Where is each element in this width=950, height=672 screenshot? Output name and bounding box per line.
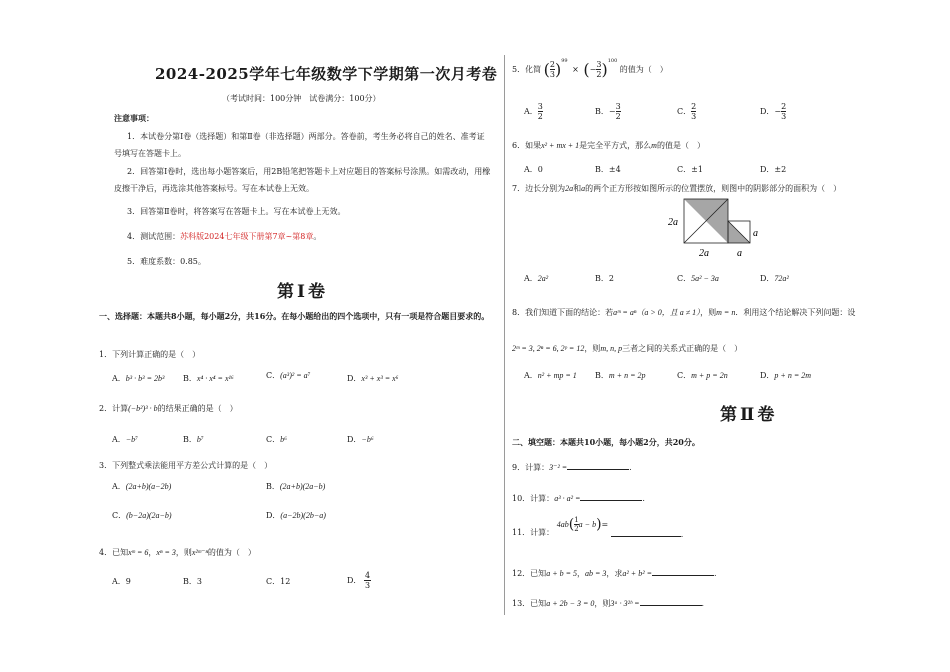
q7-var-2: a [581, 184, 586, 193]
section-2-heading: 二、填空题：本题共10小题，每小题2分，共20分。 [512, 437, 700, 447]
q3-option-c[interactable] [112, 510, 172, 521]
q8-stem-mid: ，则 [700, 308, 717, 317]
q12-expr-1: a + b = 5 [546, 569, 577, 578]
q10 [512, 492, 645, 504]
q12 [512, 567, 717, 579]
q6-d-label: D． [760, 165, 775, 174]
q11-expression [557, 516, 609, 533]
q13-mid: ，则 [594, 599, 611, 608]
q5-option-c[interactable] [677, 102, 696, 121]
q12-expr-2: ab = 3 [584, 569, 607, 578]
q12-expr-3: a² + b² = [622, 569, 652, 578]
q3-option-d[interactable] [266, 510, 326, 521]
q2-stem-pre: 2．计算 [99, 404, 129, 413]
q5-paren-open-2: ( [583, 60, 590, 79]
q10-expr: a³ · a² = [554, 494, 581, 503]
q7-stem [512, 183, 841, 194]
q3-c-label: C． [112, 511, 127, 520]
q4-option-b[interactable] [183, 576, 202, 587]
q7-option-d[interactable] [760, 273, 789, 284]
q8-c-label: C． [677, 371, 692, 380]
q6-option-c[interactable] [677, 164, 703, 175]
q6-stem-var: m [651, 141, 657, 150]
q8-option-a[interactable] [524, 370, 577, 381]
q1-b-label: B． [183, 374, 197, 383]
exam-info: （考试时间：100分钟 试卷满分：100分） [222, 94, 381, 103]
q3-option-b[interactable] [266, 481, 325, 492]
q2-b-label: B． [183, 435, 197, 444]
q5-b-label: B． [595, 107, 609, 116]
q5-exponent-1: 99 [561, 58, 568, 64]
q7-stem-mid: 和 [573, 184, 582, 193]
q7-c-label: C． [677, 274, 692, 283]
notes-heading: 注意事项： [114, 113, 154, 123]
q4-expr-1: xᵐ = 6 [128, 548, 149, 557]
q8-line2-post: 三者之间的关系式正确的是（ ） [622, 344, 743, 353]
q11-equals: = [601, 520, 609, 529]
q13-answer-blank[interactable] [640, 597, 702, 606]
q8-expr-1: aᵐ = aⁿ [613, 308, 637, 317]
q7-stem-post: 的两个正方形按如图所示的位置摆放，则图中的阴影部分的面积为（ ） [585, 184, 842, 193]
note-2: 2．回答第Ⅰ卷时，选出每小题答案后，用2B铅笔把答题卡上对应题目的答案标号涂黑。如需改动，用橡皮擦干净后，再选涂其他答案标号。写在本试卷上无效。 [114, 167, 491, 193]
q5-a-numerator: 3 [537, 102, 543, 111]
q3-b-label: B． [266, 482, 280, 491]
q5-stem-post: 的值为（ ） [619, 65, 668, 74]
q2-c-label: C． [266, 435, 281, 444]
q3-option-a[interactable] [112, 481, 171, 492]
q9 [512, 461, 632, 473]
q10-answer-blank[interactable] [580, 492, 642, 501]
q9-answer-blank[interactable] [567, 461, 629, 470]
q5-option-a[interactable] [524, 102, 543, 121]
q6-option-d[interactable] [760, 164, 786, 175]
q8-b-label: B． [595, 371, 609, 380]
q7-d-label: D． [760, 274, 775, 283]
q2-stem [99, 403, 238, 414]
note-1: 1．本试卷分第Ⅰ卷（选择题）和第Ⅱ卷（非选择题）两部分。答卷前，考生务必将自己的姓名、准考证号填写在答题卡上。 [114, 132, 485, 158]
q5-f1-numerator: 2 [549, 60, 555, 69]
note-4-label: 4．测试范围： [127, 232, 181, 241]
q13-label: 13．已知 [512, 599, 547, 608]
q4-stem-pre: 4．已知 [99, 548, 129, 557]
q12-end: . [713, 569, 717, 578]
q2-stem-post: 的结果正确的是（ ） [157, 404, 238, 413]
q4-b-label: B． [183, 577, 197, 586]
q11-paren-close: ) [596, 516, 602, 533]
q2-option-d[interactable] [347, 434, 374, 445]
q6-option-a[interactable] [524, 164, 543, 175]
q4-sep: ， [148, 548, 157, 557]
q8-a-label: A． [524, 371, 538, 380]
q13-expr-1: a + 2b − 3 = 0 [546, 599, 595, 608]
q6-a-value: 0 [537, 165, 543, 174]
q6-stem-pre: 6．如果 [512, 141, 542, 150]
q4-expr-2: xⁿ = 3 [156, 548, 176, 557]
q5-f2-sign: − [589, 65, 597, 74]
q4-stem [99, 547, 256, 558]
q8-stem-pre: 8．我们知道下面的结论：若 [512, 308, 614, 317]
q4-stem-mid: ，则 [175, 548, 192, 557]
q6-b-label: B． [595, 165, 609, 174]
q4-stem-post: 的值为（ ） [207, 548, 256, 557]
q11-end: . [680, 529, 684, 539]
q5-option-d[interactable] [760, 102, 786, 121]
q11 [512, 516, 684, 539]
q5-d-denominator: 3 [781, 112, 787, 121]
q5-c-numerator: 2 [691, 102, 697, 111]
q8-b-expr: m + n = 2p [608, 371, 646, 380]
q4-d-numerator: 4 [364, 571, 371, 580]
q11-answer-blank[interactable] [611, 528, 681, 537]
q5-stem [512, 60, 668, 79]
q7-stem-pre: 7．边长分别为 [512, 184, 566, 193]
q7-label-right: a [753, 228, 758, 239]
q6-stem-post: 的值是（ ） [656, 141, 705, 150]
q3-a-label: A． [112, 482, 126, 491]
q8-d-label: D． [760, 371, 775, 380]
q1-option-d[interactable] [347, 373, 398, 384]
q12-answer-blank[interactable] [652, 567, 714, 576]
q5-d-numerator: 2 [781, 102, 787, 111]
q13 [512, 597, 704, 609]
q4-c-label: C． [266, 577, 281, 586]
q1-a-expr: b³ · b³ = 2b³ [125, 374, 165, 383]
q5-b-numerator: 3 [615, 102, 621, 111]
q8-condition: （a > 0，且 a ≠ 1） [636, 308, 701, 317]
note-3: 3．回答第Ⅱ卷时，将答案写在答题卡上。写在本试卷上无效。 [127, 207, 346, 216]
q9-label: 9．计算： [512, 463, 550, 472]
volume-2-heading: 第Ⅱ卷 [720, 405, 778, 425]
q8-expr-2: m = n [716, 308, 736, 317]
q5-a-label: A． [524, 107, 538, 116]
q7-option-c[interactable] [677, 273, 719, 284]
q5-b-fraction [616, 102, 621, 121]
q5-d-fraction [781, 102, 786, 121]
q1-b-expr: x⁴ · x⁴ = x¹⁶ [196, 374, 234, 383]
volume-1-heading: 第Ⅰ卷 [277, 282, 328, 302]
q5-f2-numerator: 3 [596, 60, 602, 69]
q2-d-label: D． [347, 435, 362, 444]
q8-option-d[interactable] [760, 370, 811, 381]
q8-a-expr: n² + mp = 1 [537, 371, 577, 380]
q4-option-d[interactable] [347, 571, 371, 590]
q4-option-a[interactable] [112, 576, 131, 587]
q7-b-expr: 2 [608, 274, 614, 283]
q1-option-b[interactable] [183, 373, 234, 384]
q8-c-expr: m + p = 2n [691, 371, 728, 380]
q7-a-expr: 2a² [537, 274, 549, 283]
q4-option-c[interactable] [266, 576, 290, 587]
q6-stem-expr: x² + mx + 1 [541, 141, 580, 150]
q4-c-value: 12 [280, 577, 291, 586]
q4-a-label: A． [112, 577, 126, 586]
q2-d-expr: −b⁶ [361, 435, 374, 444]
q10-end: . [642, 494, 645, 503]
right-column [507, 0, 950, 672]
q7-label-left: 2a [668, 217, 678, 228]
q7-option-b[interactable] [595, 273, 614, 284]
test-range: 苏科版2024七年级下册第7章~第8章 [180, 232, 314, 241]
q5-d-sign: − [774, 107, 782, 116]
q7-var-1: 2a [565, 184, 574, 193]
q1-option-a[interactable] [112, 373, 164, 384]
q8-line2-vars: m, n, p [600, 344, 623, 353]
q3-b-expr: (2a+b)(2a−b) [279, 482, 326, 491]
q5-paren-close-1: ) [554, 60, 562, 79]
q6-stem [512, 140, 705, 151]
q2-option-b[interactable] [183, 434, 204, 445]
q4-a-value: 9 [125, 577, 131, 586]
q1-a-label: A． [112, 374, 126, 383]
q2-stem-expr: (−b²)³ · b [128, 404, 158, 413]
q6-stem-mid: 是完全平方式，那么 [579, 141, 652, 150]
q5-paren-close-2: ) [601, 60, 608, 79]
q4-b-value: 3 [196, 577, 202, 586]
note-5: 5．难度系数：0.85。 [127, 257, 206, 266]
q5-option-b[interactable] [595, 102, 621, 121]
q8-option-b[interactable] [595, 370, 645, 381]
q12-label: 12．已知 [512, 569, 547, 578]
q1-d-label: D． [347, 374, 362, 383]
q13-end: . [701, 599, 705, 608]
q5-f1-denominator: 3 [549, 70, 555, 79]
q1-option-c[interactable] [266, 370, 310, 381]
q11-expr-pre: 4ab [556, 520, 569, 529]
q2-b-expr: b⁷ [196, 435, 204, 444]
q6-option-b[interactable] [595, 164, 621, 175]
q4-d-label: D． [347, 576, 362, 585]
q6-c-value: ±1 [691, 165, 703, 174]
q4-expr-3: x²ᵐ⁻ⁿ [191, 548, 208, 557]
q11-expr-post: a − b [578, 520, 597, 529]
q5-stem-pre: 5．化简 [512, 65, 542, 74]
q8-option-c[interactable] [677, 370, 728, 381]
q4-d-fraction [364, 571, 371, 590]
q5-a-fraction [538, 102, 543, 121]
q2-option-c[interactable] [266, 434, 287, 445]
q7-figure [657, 196, 767, 262]
q5-paren-open-1: ( [543, 60, 550, 79]
q5-expression [544, 60, 618, 79]
note-4-end: 。 [313, 232, 322, 241]
q1-c-expr: (a³)² = a⁷ [280, 371, 311, 380]
q5-c-denominator: 3 [691, 112, 697, 121]
q5-b-denominator: 2 [615, 112, 621, 121]
q5-c-fraction [691, 102, 696, 121]
exam-title: 2024-2025学年七年级数学下学期第一次月考卷 [155, 65, 498, 83]
q3-c-expr: (b−2a)(2a−b) [126, 511, 172, 520]
q9-expr: 3⁻² = [549, 463, 568, 472]
q1-c-label: C． [266, 371, 281, 380]
q7-b-label: B． [595, 274, 609, 283]
q8-line2-expr: 2ᵐ = 3, 2ⁿ = 6, 2ᵖ = 12 [512, 344, 585, 353]
q3-a-expr: (2a+b)(a−2b) [125, 482, 172, 491]
q6-a-label: A． [524, 165, 538, 174]
q7-c-expr: 5a² − 3a [691, 274, 719, 283]
note-4 [127, 231, 321, 242]
q8-stem-post: ．利用这个结论解决下列问题：设 [735, 308, 856, 317]
q1-d-expr: x³ + x³ = x⁶ [361, 374, 399, 383]
q2-a-expr: −b⁷ [125, 435, 138, 444]
q6-c-label: C． [677, 165, 692, 174]
q5-c-label: C． [677, 107, 692, 116]
column-divider [504, 55, 505, 615]
q7-a-label: A． [524, 274, 538, 283]
q5-f2-denominator: 2 [596, 70, 602, 79]
q6-b-value: ±4 [608, 165, 621, 174]
q13-expr-2: 3ᵃ · 3²ᵇ = [610, 599, 640, 608]
q3-stem: 3．下列整式乘法能用平方差公式计算的是（ ） [99, 461, 273, 470]
q7-label-bottom-small: a [737, 248, 742, 259]
q2-option-a[interactable] [112, 434, 138, 445]
q8-line2-mid: ，则 [584, 344, 601, 353]
q2-c-expr: b⁶ [280, 435, 287, 444]
q1-stem: 1．下列计算正确的是（ ） [99, 350, 201, 359]
q11-label: 11．计算： [512, 528, 555, 537]
q4-d-denominator: 3 [364, 581, 371, 590]
q7-option-a[interactable] [524, 273, 548, 284]
q6-d-value: ±2 [774, 165, 787, 174]
q8-d-expr: p + n = 2m [774, 371, 811, 380]
q5-exponent-2: 100 [607, 58, 618, 64]
q3-d-label: D． [266, 511, 281, 520]
q11-paren-open: ( [568, 516, 575, 533]
q7-d-expr: 72a² [774, 274, 789, 283]
q9-end: . [629, 463, 632, 472]
q10-label: 10．计算： [512, 494, 555, 503]
q7-label-bottom-large: 2a [699, 248, 709, 259]
q3-d-expr: (a−2b)(2b−a) [280, 511, 326, 520]
q12-sep: ， [576, 569, 585, 578]
q12-mid: ，求 [606, 569, 623, 578]
section-1-heading: 一、选择题：本题共8小题，每小题2分，共16分。在每小题给出的四个选项中，只有一项是符合题目要求的。 [99, 311, 490, 321]
q5-d-label: D． [760, 107, 775, 116]
q5-b-sign: − [608, 107, 616, 116]
q11-denominator: 2 [574, 525, 579, 533]
q8-stem-line-1 [512, 307, 855, 318]
q11-numerator: 1 [574, 516, 579, 524]
q5-times-sign: × [572, 65, 579, 74]
q2-a-label: A． [112, 435, 126, 444]
q5-a-denominator: 2 [537, 112, 543, 121]
q8-stem-line-2 [512, 343, 742, 354]
